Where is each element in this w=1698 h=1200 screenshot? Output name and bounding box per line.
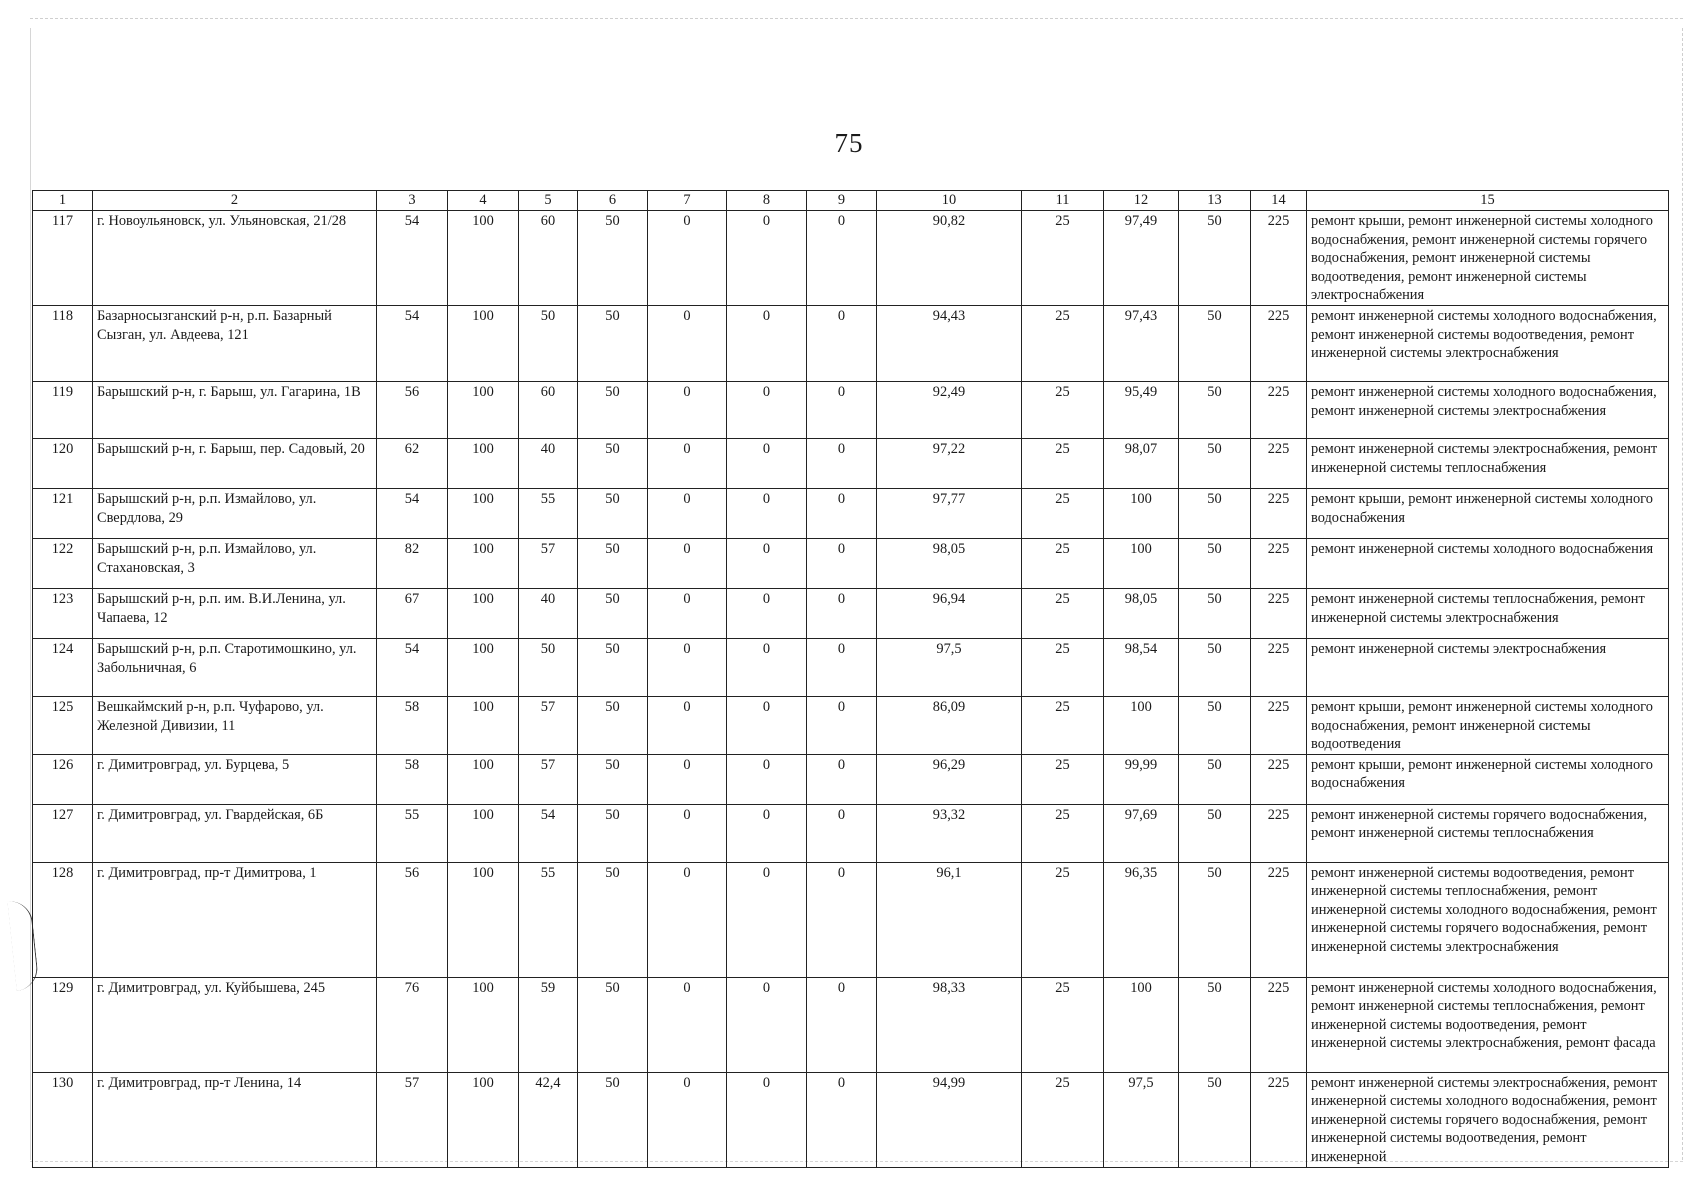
col-12-value: 95,49 (1104, 382, 1179, 439)
col-4-value: 100 (448, 489, 519, 539)
col-11-value: 25 (1022, 1072, 1104, 1167)
col-10-value: 92,49 (877, 382, 1022, 439)
col-11-value: 25 (1022, 489, 1104, 539)
scan-edge-top (30, 18, 1683, 19)
column-header: 6 (578, 191, 648, 211)
col-13-value: 50 (1179, 211, 1251, 306)
col-6-value: 50 (578, 211, 648, 306)
col-8-value: 0 (727, 977, 807, 1072)
address: г. Димитровград, пр-т Ленина, 14 (93, 1072, 377, 1167)
col-10-value: 96,1 (877, 862, 1022, 977)
col-4-value: 100 (448, 382, 519, 439)
col-13-value: 50 (1179, 977, 1251, 1072)
table-row (33, 804, 1669, 862)
col-13-value: 50 (1179, 862, 1251, 977)
col-5-value: 50 (519, 306, 578, 382)
col-5-value: 40 (519, 439, 578, 489)
col-13-value: 50 (1179, 1072, 1251, 1167)
col-4-value: 100 (448, 804, 519, 862)
col-4-value: 100 (448, 977, 519, 1072)
col-8-value: 0 (727, 639, 807, 697)
col-12-value: 98,05 (1104, 589, 1179, 639)
col-4-value: 100 (448, 306, 519, 382)
col-8-value: 0 (727, 489, 807, 539)
col-13-value: 50 (1179, 804, 1251, 862)
row-number: 117 (33, 211, 93, 306)
col-12-value: 100 (1104, 539, 1179, 589)
col-7-value: 0 (648, 862, 727, 977)
address: г. Димитровград, ул. Гвардейская, 6Б (93, 804, 377, 862)
col-12-value: 100 (1104, 489, 1179, 539)
col-12-value: 99,99 (1104, 754, 1179, 804)
table-row (33, 754, 1669, 804)
col-13-value: 50 (1179, 489, 1251, 539)
col-9-value: 0 (807, 754, 877, 804)
column-header: 12 (1104, 191, 1179, 211)
col-12-value: 100 (1104, 977, 1179, 1072)
col-12-value: 100 (1104, 697, 1179, 755)
col-6-value: 50 (578, 382, 648, 439)
col-14-value: 225 (1251, 804, 1307, 862)
col-11-value: 25 (1022, 439, 1104, 489)
works-description: ремонт инженерной системы холодного водоснабжения, ремонт инженерной системы теплоснабжения, ремонт инженерной системы водоотведения, ремонт инженерной системы электроснабжения, ремонт фасада (1307, 977, 1669, 1072)
col-14-value: 225 (1251, 754, 1307, 804)
col-14-value: 225 (1251, 697, 1307, 755)
col-6-value: 50 (578, 539, 648, 589)
table-row (33, 1072, 1669, 1167)
col-3-value: 54 (377, 489, 448, 539)
col-4-value: 100 (448, 697, 519, 755)
column-header: 15 (1307, 191, 1669, 211)
col-9-value: 0 (807, 639, 877, 697)
works-description: ремонт инженерной системы теплоснабжения, ремонт инженерной системы электроснабжения (1307, 589, 1669, 639)
col-10-value: 96,94 (877, 589, 1022, 639)
col-12-value: 97,43 (1104, 306, 1179, 382)
table-row (33, 382, 1669, 439)
col-9-value: 0 (807, 862, 877, 977)
table-row (33, 539, 1669, 589)
column-number-row (33, 191, 1669, 211)
col-13-value: 50 (1179, 697, 1251, 755)
works-description: ремонт крыши, ремонт инженерной системы холодного водоснабжения (1307, 754, 1669, 804)
col-14-value: 225 (1251, 862, 1307, 977)
col-14-value: 225 (1251, 639, 1307, 697)
col-11-value: 25 (1022, 754, 1104, 804)
col-6-value: 50 (578, 1072, 648, 1167)
column-header: 2 (93, 191, 377, 211)
col-8-value: 0 (727, 697, 807, 755)
col-6-value: 50 (578, 804, 648, 862)
col-14-value: 225 (1251, 382, 1307, 439)
col-9-value: 0 (807, 804, 877, 862)
col-10-value: 96,29 (877, 754, 1022, 804)
col-8-value: 0 (727, 804, 807, 862)
col-7-value: 0 (648, 1072, 727, 1167)
col-8-value: 0 (727, 862, 807, 977)
row-number: 120 (33, 439, 93, 489)
col-14-value: 225 (1251, 306, 1307, 382)
table-row (33, 977, 1669, 1072)
col-6-value: 50 (578, 754, 648, 804)
col-12-value: 98,54 (1104, 639, 1179, 697)
repair-register-table (32, 190, 1669, 1168)
row-number: 129 (33, 977, 93, 1072)
row-number: 119 (33, 382, 93, 439)
col-10-value: 86,09 (877, 697, 1022, 755)
col-3-value: 54 (377, 306, 448, 382)
col-4-value: 100 (448, 639, 519, 697)
table-row (33, 862, 1669, 977)
col-5-value: 42,4 (519, 1072, 578, 1167)
col-3-value: 54 (377, 211, 448, 306)
column-header: 11 (1022, 191, 1104, 211)
col-8-value: 0 (727, 382, 807, 439)
col-10-value: 94,43 (877, 306, 1022, 382)
col-10-value: 97,77 (877, 489, 1022, 539)
col-5-value: 57 (519, 754, 578, 804)
col-12-value: 96,35 (1104, 862, 1179, 977)
column-header: 8 (727, 191, 807, 211)
col-5-value: 60 (519, 382, 578, 439)
row-number: 125 (33, 697, 93, 755)
col-3-value: 58 (377, 697, 448, 755)
works-description: ремонт инженерной системы электроснабжения (1307, 639, 1669, 697)
works-description: ремонт инженерной системы горячего водоснабжения, ремонт инженерной системы теплоснабжения (1307, 804, 1669, 862)
table-row (33, 211, 1669, 306)
col-3-value: 82 (377, 539, 448, 589)
col-12-value: 97,5 (1104, 1072, 1179, 1167)
col-3-value: 76 (377, 977, 448, 1072)
col-13-value: 50 (1179, 539, 1251, 589)
col-8-value: 0 (727, 754, 807, 804)
col-7-value: 0 (648, 489, 727, 539)
table-row (33, 639, 1669, 697)
col-13-value: 50 (1179, 382, 1251, 439)
col-4-value: 100 (448, 589, 519, 639)
address: г. Димитровград, пр-т Димитрова, 1 (93, 862, 377, 977)
col-8-value: 0 (727, 439, 807, 489)
col-10-value: 98,33 (877, 977, 1022, 1072)
col-12-value: 98,07 (1104, 439, 1179, 489)
scan-edge-left (30, 28, 31, 1160)
col-10-value: 94,99 (877, 1072, 1022, 1167)
col-6-value: 50 (578, 306, 648, 382)
col-9-value: 0 (807, 211, 877, 306)
col-3-value: 62 (377, 439, 448, 489)
row-number: 126 (33, 754, 93, 804)
address: Барышский р-н, г. Барыш, пер. Садовый, 20 (93, 439, 377, 489)
works-description: ремонт крыши, ремонт инженерной системы холодного водоснабжения, ремонт инженерной системы горячего водоснабжения, ремонт инженерной системы водоотведения, ремонт инженерной системы электроснабжения (1307, 211, 1669, 306)
col-6-value: 50 (578, 489, 648, 539)
address: Барышский р-н, г. Барыш, ул. Гагарина, 1В (93, 382, 377, 439)
col-7-value: 0 (648, 589, 727, 639)
table-row (33, 589, 1669, 639)
col-6-value: 50 (578, 439, 648, 489)
col-3-value: 54 (377, 639, 448, 697)
col-14-value: 225 (1251, 589, 1307, 639)
col-10-value: 97,22 (877, 439, 1022, 489)
col-7-value: 0 (648, 697, 727, 755)
col-7-value: 0 (648, 977, 727, 1072)
col-6-value: 50 (578, 977, 648, 1072)
works-description: ремонт инженерной системы холодного водоснабжения, ремонт инженерной системы водоотведения, ремонт инженерной системы электроснабжения (1307, 306, 1669, 382)
col-11-value: 25 (1022, 211, 1104, 306)
col-8-value: 0 (727, 539, 807, 589)
table-body (33, 211, 1669, 1168)
col-4-value: 100 (448, 539, 519, 589)
col-14-value: 225 (1251, 489, 1307, 539)
col-3-value: 58 (377, 754, 448, 804)
col-5-value: 60 (519, 211, 578, 306)
col-3-value: 67 (377, 589, 448, 639)
col-10-value: 90,82 (877, 211, 1022, 306)
col-5-value: 54 (519, 804, 578, 862)
address: г. Димитровград, ул. Куйбышева, 245 (93, 977, 377, 1072)
col-4-value: 100 (448, 862, 519, 977)
column-header: 4 (448, 191, 519, 211)
col-5-value: 55 (519, 489, 578, 539)
col-5-value: 57 (519, 697, 578, 755)
column-header: 13 (1179, 191, 1251, 211)
col-13-value: 50 (1179, 589, 1251, 639)
col-6-value: 50 (578, 589, 648, 639)
col-11-value: 25 (1022, 539, 1104, 589)
col-14-value: 225 (1251, 211, 1307, 306)
works-description: ремонт инженерной системы холодного водоснабжения, ремонт инженерной системы электроснабжения (1307, 382, 1669, 439)
row-number: 130 (33, 1072, 93, 1167)
col-8-value: 0 (727, 211, 807, 306)
col-5-value: 59 (519, 977, 578, 1072)
col-7-value: 0 (648, 382, 727, 439)
address: Барышский р-н, р.п. Измайлово, ул. Стахановская, 3 (93, 539, 377, 589)
col-3-value: 56 (377, 862, 448, 977)
col-8-value: 0 (727, 306, 807, 382)
col-7-value: 0 (648, 639, 727, 697)
row-number: 128 (33, 862, 93, 977)
column-header: 1 (33, 191, 93, 211)
col-10-value: 98,05 (877, 539, 1022, 589)
col-11-value: 25 (1022, 382, 1104, 439)
col-4-value: 100 (448, 439, 519, 489)
col-9-value: 0 (807, 1072, 877, 1167)
column-header: 7 (648, 191, 727, 211)
works-description: ремонт крыши, ремонт инженерной системы холодного водоснабжения (1307, 489, 1669, 539)
col-7-value: 0 (648, 439, 727, 489)
col-14-value: 225 (1251, 977, 1307, 1072)
col-3-value: 55 (377, 804, 448, 862)
col-10-value: 97,5 (877, 639, 1022, 697)
works-description: ремонт инженерной системы электроснабжения, ремонт инженерной системы теплоснабжения (1307, 439, 1669, 489)
col-13-value: 50 (1179, 754, 1251, 804)
address: Барышский р-н, р.п. Старотимошкино, ул. Забольничная, 6 (93, 639, 377, 697)
row-number: 122 (33, 539, 93, 589)
col-13-value: 50 (1179, 306, 1251, 382)
col-8-value: 0 (727, 589, 807, 639)
col-14-value: 225 (1251, 1072, 1307, 1167)
col-13-value: 50 (1179, 639, 1251, 697)
works-description: ремонт инженерной системы водоотведения, ремонт инженерной системы теплоснабжения, ремонт инженерной системы холодного водоснабжения, ремонт инженерной системы горячего водоснабжения, ремонт инженерной системы электроснабжения (1307, 862, 1669, 977)
col-4-value: 100 (448, 754, 519, 804)
col-9-value: 0 (807, 489, 877, 539)
address: г. Димитровград, ул. Бурцева, 5 (93, 754, 377, 804)
col-6-value: 50 (578, 697, 648, 755)
table-row (33, 306, 1669, 382)
column-header: 14 (1251, 191, 1307, 211)
col-5-value: 55 (519, 862, 578, 977)
col-9-value: 0 (807, 306, 877, 382)
col-11-value: 25 (1022, 589, 1104, 639)
col-11-value: 25 (1022, 977, 1104, 1072)
col-4-value: 100 (448, 211, 519, 306)
scan-edge-right (1682, 28, 1683, 1160)
works-description: ремонт крыши, ремонт инженерной системы холодного водоснабжения, ремонт инженерной системы водоотведения (1307, 697, 1669, 755)
works-description: ремонт инженерной системы электроснабжения, ремонт инженерной системы холодного водоснабжения, ремонт инженерной системы горячего водоснабжения, ремонт инженерной системы водоотведения, ремонт инженерной (1307, 1072, 1669, 1167)
address: Вешкаймский р-н, р.п. Чуфарово, ул. Железной Дивизии, 11 (93, 697, 377, 755)
col-3-value: 56 (377, 382, 448, 439)
col-11-value: 25 (1022, 804, 1104, 862)
address: г. Новоульяновск, ул. Ульяновская, 21/28 (93, 211, 377, 306)
col-5-value: 40 (519, 589, 578, 639)
page-number: 75 (834, 128, 864, 158)
col-14-value: 225 (1251, 539, 1307, 589)
row-number: 127 (33, 804, 93, 862)
col-11-value: 25 (1022, 639, 1104, 697)
col-7-value: 0 (648, 804, 727, 862)
col-7-value: 0 (648, 539, 727, 589)
col-6-value: 50 (578, 639, 648, 697)
col-9-value: 0 (807, 589, 877, 639)
table-row (33, 489, 1669, 539)
row-number: 121 (33, 489, 93, 539)
col-6-value: 50 (578, 862, 648, 977)
works-description: ремонт инженерной системы холодного водоснабжения (1307, 539, 1669, 589)
column-header: 3 (377, 191, 448, 211)
col-10-value: 93,32 (877, 804, 1022, 862)
col-7-value: 0 (648, 754, 727, 804)
col-5-value: 50 (519, 639, 578, 697)
col-11-value: 25 (1022, 697, 1104, 755)
col-4-value: 100 (448, 1072, 519, 1167)
row-number: 123 (33, 589, 93, 639)
col-11-value: 25 (1022, 306, 1104, 382)
table-row (33, 439, 1669, 489)
col-9-value: 0 (807, 539, 877, 589)
col-9-value: 0 (807, 697, 877, 755)
col-9-value: 0 (807, 439, 877, 489)
column-header: 10 (877, 191, 1022, 211)
col-12-value: 97,49 (1104, 211, 1179, 306)
col-11-value: 25 (1022, 862, 1104, 977)
col-8-value: 0 (727, 1072, 807, 1167)
col-13-value: 50 (1179, 439, 1251, 489)
col-7-value: 0 (648, 211, 727, 306)
column-header: 5 (519, 191, 578, 211)
col-14-value: 225 (1251, 439, 1307, 489)
address: Базарносызганский р-н, р.п. Базарный Сызган, ул. Авдеева, 121 (93, 306, 377, 382)
col-12-value: 97,69 (1104, 804, 1179, 862)
row-number: 118 (33, 306, 93, 382)
col-9-value: 0 (807, 382, 877, 439)
col-7-value: 0 (648, 306, 727, 382)
table-row (33, 697, 1669, 755)
address: Барышский р-н, р.п. им. В.И.Ленина, ул. Чапаева, 12 (93, 589, 377, 639)
address: Барышский р-н, р.п. Измайлово, ул. Свердлова, 29 (93, 489, 377, 539)
row-number: 124 (33, 639, 93, 697)
col-5-value: 57 (519, 539, 578, 589)
col-9-value: 0 (807, 977, 877, 1072)
col-3-value: 57 (377, 1072, 448, 1167)
column-header: 9 (807, 191, 877, 211)
